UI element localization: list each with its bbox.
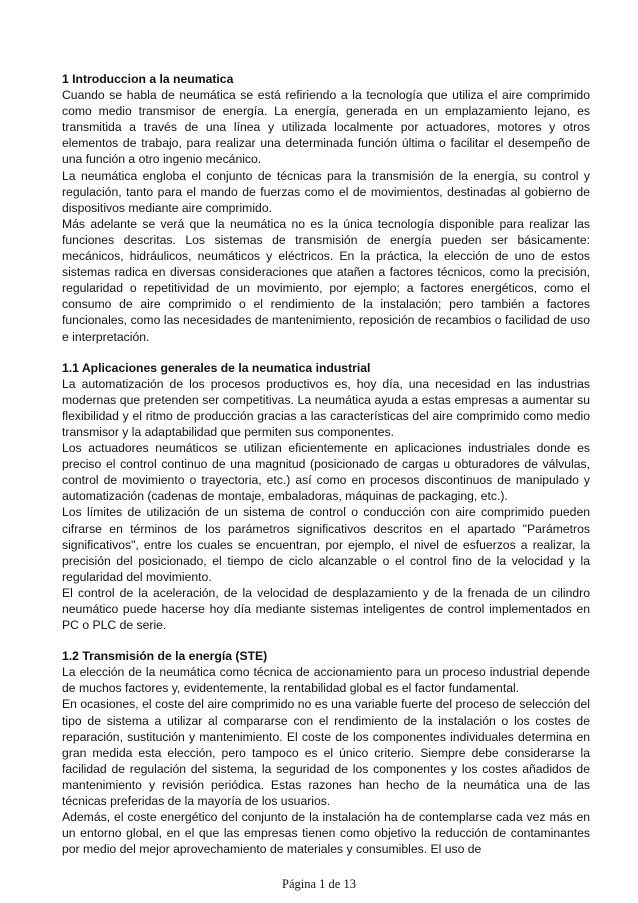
page-number: Página 1 de 13 (282, 877, 356, 891)
section-aplicaciones (62, 360, 590, 634)
section-spacer (62, 633, 590, 648)
section-heading: 1.1 Aplicaciones generales de la neumatica industrial (62, 360, 371, 375)
paragraph: Además, el coste energético del conjunto de la instalación ha de contemplarse cada vez más en un entorno global, en el que las empresas tienen como objetivo la reducción de contaminantes por medio del mejor aprovechamiento de materiales y consumibles. El uso de (62, 810, 590, 857)
section-introduccion (62, 71, 590, 345)
paragraph: El control de la aceleración, de la velocidad de desplazamiento y de la frenada de un cilindro neumático puede hacerse hoy día mediante sistemas inteligentes de control implementados en PC o PLC de serie. (62, 585, 590, 633)
section-transmision (62, 648, 590, 857)
section-spacer (62, 345, 590, 360)
paragraph: La elección de la neumática como técnica de accionamiento para un proceso industrial depende de muchos factores y, evidentemente, la rentabilidad global es el factor fundamental. (62, 665, 590, 696)
section-heading: 1 Introduccion a la neumatica (62, 72, 234, 86)
paragraph: Más adelante se verá que la neumática no es la única tecnología disponible para realizar las funciones descritas. Los sistemas de transmisión de energía pueden ser básicamente: mecánicos, hidráulicos, neumáticos y eléctricos. En la práctica, la elección de uno de estos sistemas radica en diversas consideraciones que atañen a factores técnicos, como la precisión, regularidad o repetitividad de un movimiento, por ejemplo; a factores energéticos, como el consumo de aire comprimido o el rendimiento de la instalación; pero también a factores funcionales, como las necesidades de mantenimiento, reposición de recambios o facilidad de uso e interpretación. (62, 216, 590, 344)
page-footer (0, 877, 638, 892)
section-heading: 1.2 Transmisión de la energía (STE) (62, 649, 268, 664)
paragraph: La neumática engloba el conjunto de técnicas para la transmisión de la energía, su control y regulación, tanto para el mando de fuerzas como el de movimientos, destinadas al gobierno de dispositivos mediante aire comprimido. (62, 168, 590, 215)
paragraph: Los límites de utilización de un sistema de control o conducción con aire comprimido pueden cifrarse en términos de los parámetros significativos descritos en el apartado "Parámetros significativos", entre los cuales se encuentran, por ejemplo, el nivel de esfuerzos a realizar, la precisión del posicionado, el tiempo de ciclo alcanzable o el control fino de la velocidad y la regularidad del movimiento. (62, 505, 590, 584)
paragraph: Los actuadores neumáticos se utilizan eficientemente en aplicaciones industriales donde es preciso el control continuo de una magnitud (posicionado de cargas u obturadores de válvulas, control de movimiento o trayectoria, etc.) así como en procesos discontinuos de manipulado y automatización (cadenas de montaje, embaladoras, máquinas de packaging, etc.). (62, 441, 590, 504)
paragraph: En ocasiones, el coste del aire comprimido no es una variable fuerte del proceso de selección del tipo de sistema a utilizar al compararse con el rendimiento de la instalación o los costes de reparación, sustitución y mantenimiento. El coste de los componentes individuales determina en gran medida esta elección, pero tampoco es el único criterio. Siempre debe considerarse la facilidad de regulación del sistema, la seguridad de los componentes y los costes añadidos de mantenimiento y revisión periódica. Estas razones han hecho de la neumática una de las técnicas preferidas de la mayoría de los usuarios. (62, 697, 590, 809)
paragraph: La automatización de los procesos productivos es, hoy día, una necesidad en las industrias modernas que pretenden ser competitivas. La neumática ayuda a estas empresas a aumentar su flexibilidad y el ritmo de producción gracias a las características del aire comprimido como medio transmisor y la adaptabilidad que permiten sus componentes. (62, 376, 590, 439)
paragraph: Cuando se habla de neumática se está refiriendo a la tecnología que utiliza el aire comprimido como medio transmisor de energía. La energía, generada en un emplazamiento lejano, es transmitida a través de una línea y utilizada localmente por actuadores, motores y otros elementos de trabajo, para realizar una determinada función última o facilitar el desempeño de una función a otro ingenio mecánico. (62, 88, 590, 167)
document-page (62, 71, 590, 857)
